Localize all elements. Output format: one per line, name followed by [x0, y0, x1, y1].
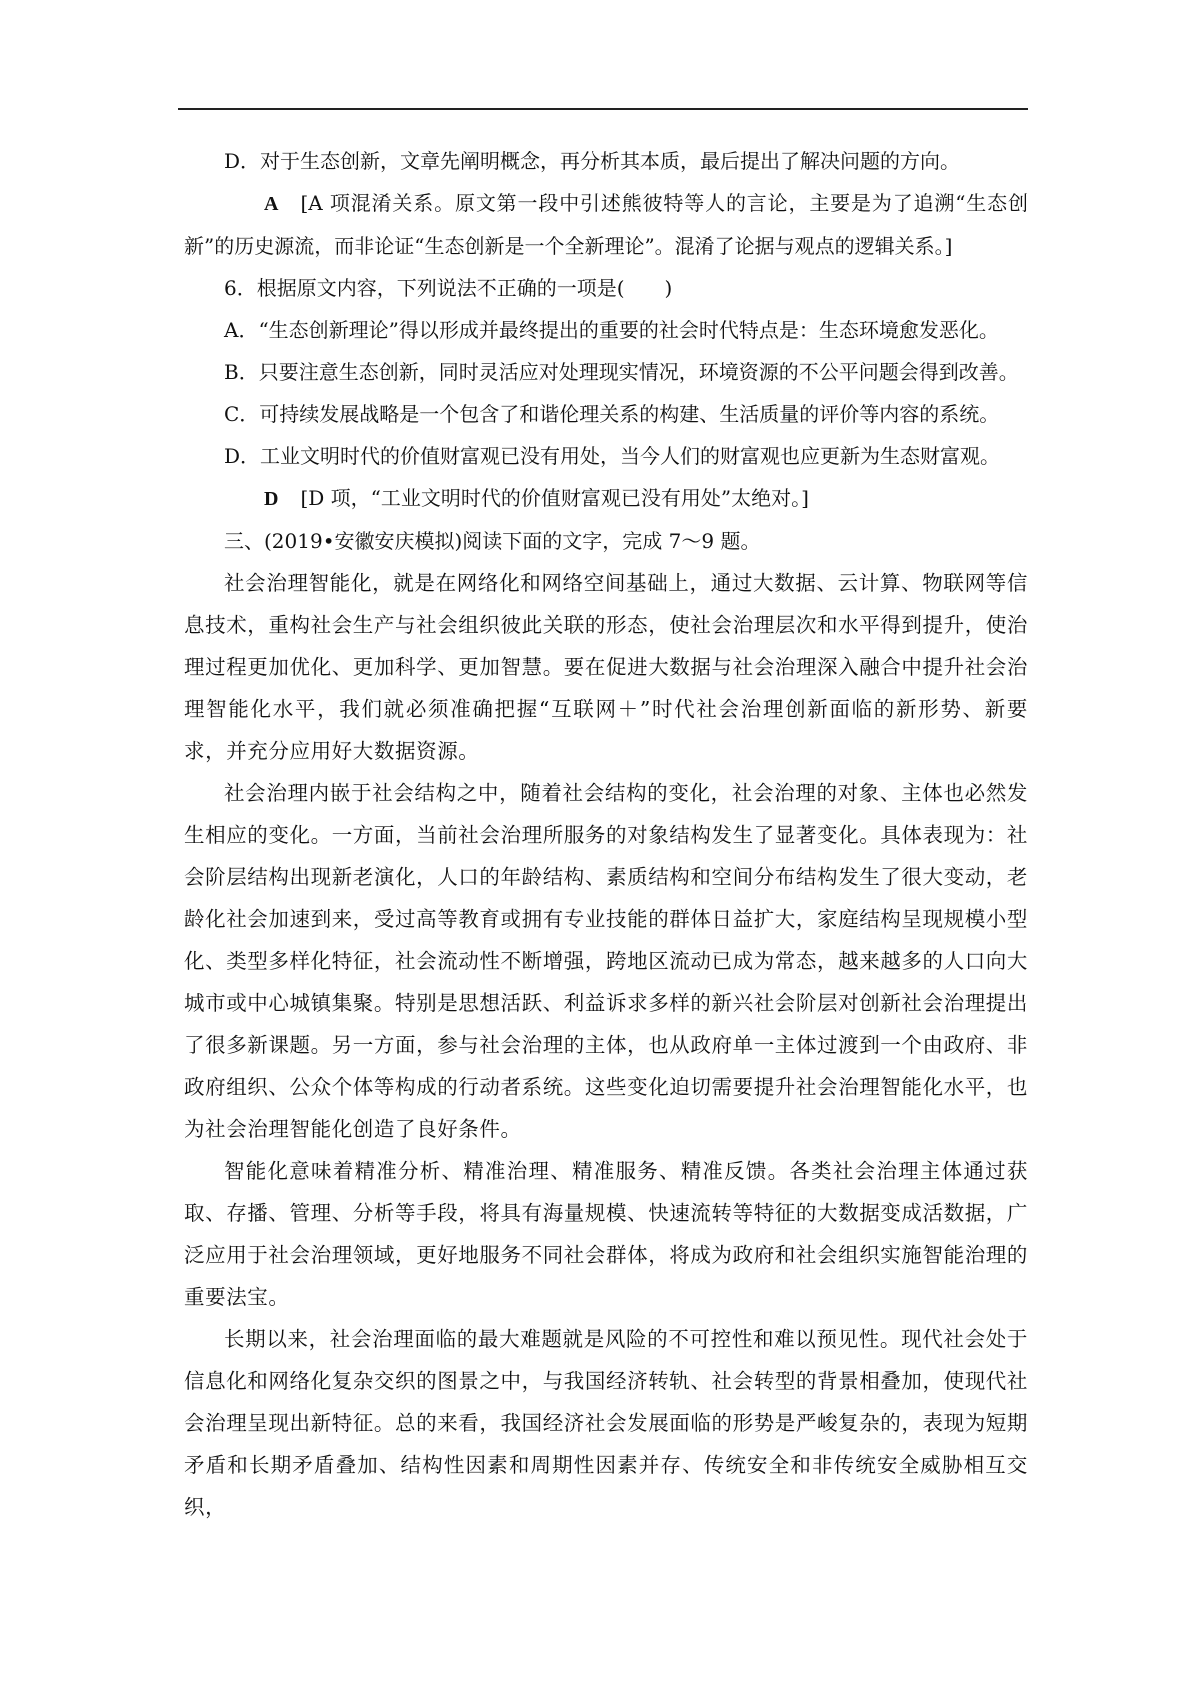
passage-paragraph: 社会治理内嵌于社会结构之中，随着社会结构的变化，社会治理的对象、主体也必然发生相应的变化。一方面，当前社会治理所服务的对象结构发生了显著变化。具体表现为：社会阶层结构出现新老演化，人口的年龄结构、素质结构和空间分布结构发生了很大变动，老龄化社会加速到来，受过高等教育或拥有专业技能的群体日益扩大，家庭结构呈现规模小型化、类型多样化特征，社会流动性不断增强，跨地区流动已成为常态，越来越多的人口向大城市或中心城镇集聚。特别是思想活跃、利益诉求多样的新兴社会阶层对创新社会治理提出了很多新课题。另一方面，参与社会治理的主体，也从政府单一主体过渡到一个由政府、非政府组织、公众个体等构成的行动者系统。这些变化迫切需要提升社会治理智能化水平，也为社会治理智能化创造了良好条件。 [184, 781, 1028, 1141]
q6-option-c: C．可持续发展战略是一个包含了和谐伦理关系的构建、生活质量的评价等内容的系统。 [224, 402, 1000, 426]
passage-paragraph: 智能化意味着精准分析、精准治理、精准服务、精准反馈。各类社会治理主体通过获取、存播、管理、分析等手段，将具有海量规模、快速流转等特征的大数据变成活数据，广泛应用于社会治理领域，更好地服务不同社会群体，将成为政府和社会组织实施智能治理的重要法宝。 [184, 1159, 1028, 1309]
q6-answer [184, 477, 1028, 520]
q5-answer-letter: A [264, 193, 279, 215]
q5-answer [184, 182, 1028, 267]
q6-answer-explanation: [D 项，“工业文明时代的价值财富观已没有用处”太绝对。] [300, 486, 809, 510]
q5-option-d: D．对于生态创新，文章先阐明概念，再分析其本质，最后提出了解决问题的方向。 [224, 149, 961, 173]
q5-answer-explanation: [A 项混淆关系。原文第一段中引述熊彼特等人的言论，主要是为了追溯“生态创新”的历史源流，而非论证“生态创新是一个全新理论”。混淆了论据与观点的逻辑关系。] [184, 191, 1028, 258]
q6-option-b: B．只要注意生态创新，同时灵活应对处理现实情况，环境资源的不公平问题会得到改善。 [224, 360, 1019, 384]
q6-answer-letter: D [264, 488, 279, 510]
q6-option-a: A．“生态创新理论”得以形成并最终提出的重要的社会时代特点是：生态环境愈发恶化。 [224, 318, 999, 342]
header-rule [178, 108, 1028, 110]
passage-paragraph: 长期以来，社会治理面临的最大难题就是风险的不可控性和难以预见性。现代社会处于信息化和网络化复杂交织的图景之中，与我国经济转轨、社会转型的背景相叠加，使现代社会治理呈现出新特征。总的来看，我国经济社会发展面临的形势是严峻复杂的，表现为短期矛盾和长期矛盾叠加、结构性因素和周期性因素并存、传统安全和非传统安全威胁相互交织， [184, 1327, 1028, 1519]
page-body [184, 140, 1028, 1528]
passage-paragraph: 社会治理智能化，就是在网络化和网络空间基础上，通过大数据、云计算、物联网等信息技术，重构社会生产与社会组织彼此关联的形态，使社会治理层次和水平得到提升，使治理过程更加优化、更加科学、更加智慧。要在促进大数据与社会治理深入融合中提升社会治理智能化水平，我们就必须准确把握“互联网＋”时代社会治理创新面临的新形势、新要求，并充分应用好大数据资源。 [184, 571, 1028, 763]
q6-stem: 6．根据原文内容，下列说法不正确的一项是( ) [224, 276, 673, 300]
q6-option-d: D．工业文明时代的价值财富观已没有用处，当今人们的财富观也应更新为生态财富观。 [224, 444, 1001, 468]
section3-heading: 三、(2019•安徽安庆模拟)阅读下面的文字，完成 7～9 题。 [224, 529, 761, 553]
